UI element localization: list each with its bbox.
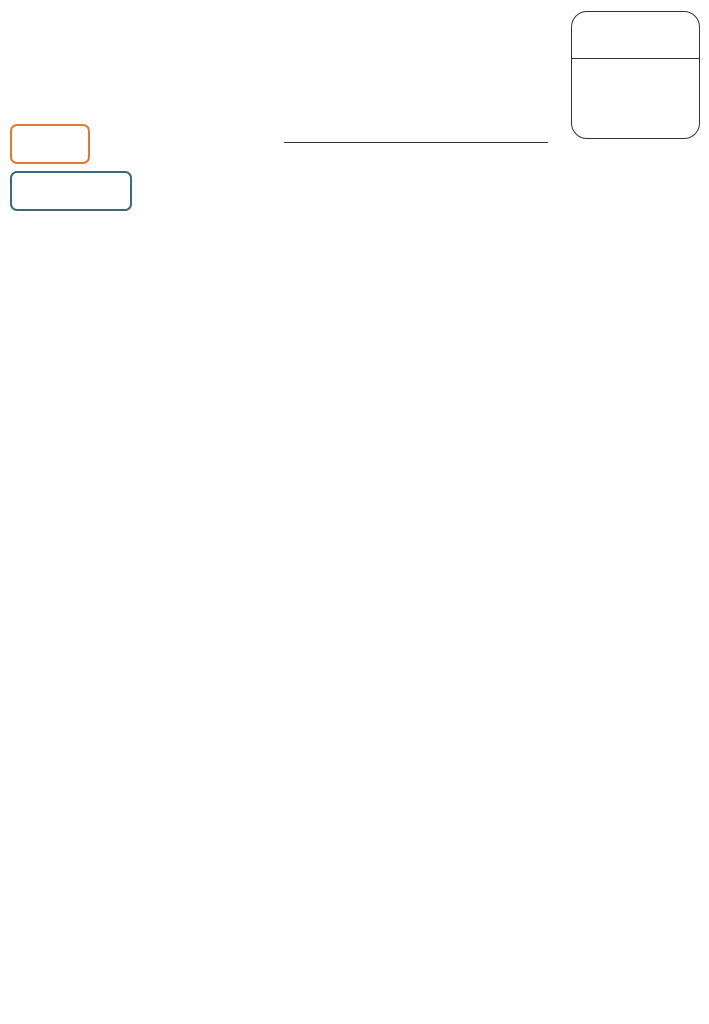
operation-label xyxy=(10,171,132,211)
divider xyxy=(572,58,699,59)
name-field[interactable] xyxy=(284,110,548,143)
answer-badge xyxy=(10,124,90,164)
worksheet-title xyxy=(20,20,133,44)
time-score-box xyxy=(571,11,700,139)
